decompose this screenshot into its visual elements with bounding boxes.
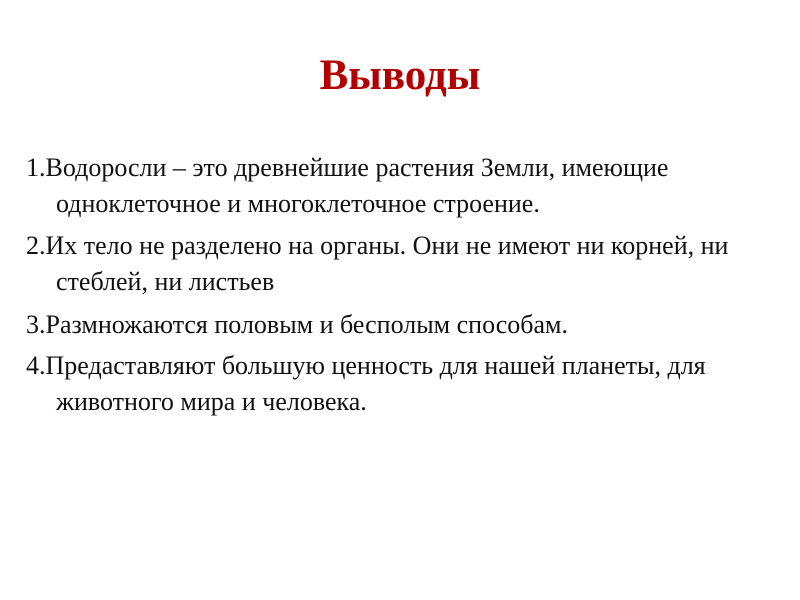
list-item: 4.Предаставляют большую ценность для нашей планеты, для животного мира и человека. [26,351,706,416]
slide-title: Выводы [319,52,481,99]
conclusions-list [26,150,786,426]
list-item: 2.Их тело не разделено на органы. Они не имеют ни корней, ни стеблей, ни листьев [26,231,729,296]
list-item: 1.Водоросли – это древнейшие растения Земли, имеющие одноклеточное и многоклеточное строение. [26,153,669,218]
list-item: 3.Размножаются половым и бесполым способам. [26,310,568,339]
